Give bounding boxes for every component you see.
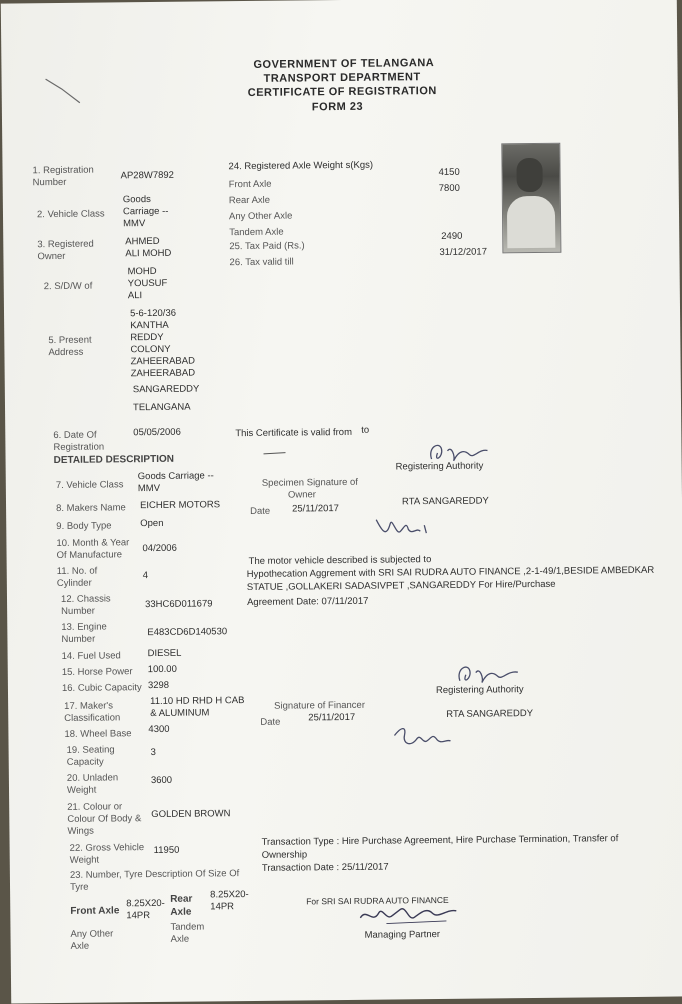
label-chassis: 12. Chassis <box>60 593 111 605</box>
value-horse-power: 100.00 <box>147 663 177 676</box>
label-rear-axle: Rear Axle <box>228 194 271 207</box>
label-front-axle: Front Axle <box>228 178 272 191</box>
transaction-type: Transaction Type : Hire Purchase Agreement, Hire Purchase Termination, Transfer of <box>261 833 619 848</box>
date-label-2: Date <box>260 716 281 728</box>
address-line: 5-6-120/36 <box>129 307 177 320</box>
date-value-2: 25/11/2017 <box>308 711 356 724</box>
label-colour-2: Colour Of Body & <box>67 813 142 825</box>
value-tax-paid: 2490 <box>441 230 463 242</box>
label-address-2: Address <box>48 346 84 359</box>
managing-partner-signature <box>356 899 466 928</box>
address-line: KANTHA <box>130 319 169 332</box>
label-vehicle-class-7: 7. Vehicle Class <box>55 479 124 492</box>
hypothecation-line-3: STATUE ,GOLLAKERI SADASIVPET ,SANGAREDDY For Hire/Purchase <box>246 578 556 594</box>
value-body-type: Open <box>140 517 164 530</box>
value-engine: E483CD6D140530 <box>147 626 228 639</box>
address-line: REDDY <box>130 331 164 344</box>
value-chassis: 33HC6D011679 <box>145 598 213 611</box>
photo-shirt <box>507 196 556 248</box>
label-date-of-registration: 6. Date Of <box>53 429 97 442</box>
value-registration-number: AP28W7892 <box>120 169 174 182</box>
label-other-axle-tyre: Any Other <box>70 928 114 940</box>
value-rear-axle-2: 14PR <box>210 901 235 913</box>
address-line: COLONY <box>130 343 171 356</box>
label-sdw: 2. S/D/W of <box>43 280 93 293</box>
dash-mark <box>261 449 291 459</box>
value-sdw-1: MOHD <box>127 265 157 278</box>
label-makers-name: 8. Makers Name <box>56 502 126 515</box>
label-manufacture: 10. Month & Year <box>56 537 130 550</box>
value-classification-2: & ALUMINUM <box>150 707 210 720</box>
specimen-signature-1: Specimen Signature of <box>261 476 358 489</box>
label-rear-axle-tyre: Rear <box>170 893 193 905</box>
axle-weights-title: 24. Registered Axle Weight s(Kgs) <box>228 159 374 173</box>
date-value-1: 25/11/2017 <box>292 503 339 515</box>
label-colour: 21. Colour or <box>67 801 123 813</box>
label-unladen: 20. Unladen <box>66 772 119 784</box>
header-certificate: CERTIFICATE OF REGISTRATION <box>247 85 437 99</box>
value-rear-axle: 7800 <box>438 182 460 194</box>
value-vehicle-class-2: Carriage -- <box>122 205 169 218</box>
label-seating: 19. Seating <box>66 744 115 756</box>
value-cylinders: 4 <box>142 570 149 582</box>
value-manufacture: 04/2006 <box>142 542 177 555</box>
label-owner: 3. Registered <box>37 238 94 251</box>
label-front-axle-tyre: Front Axle <box>70 905 120 917</box>
label-tax-paid: 25. Tax Paid (Rs.) <box>229 240 305 253</box>
label-registration-2: Number <box>32 176 67 189</box>
label-tyre: 23. Number, Tyre Description Of Size Of <box>69 868 240 881</box>
label-cubic-capacity: 16. Cubic Capacity <box>61 682 142 694</box>
value-cubic-capacity: 3298 <box>147 679 170 692</box>
label-other-axle: Any Other Axle <box>228 210 293 223</box>
value-classification-1: 11.10 HD RHD H CAB <box>150 695 245 708</box>
label-manufacture-2: Of Manufacture <box>56 549 123 562</box>
label-cylinders: 11. No. of <box>56 565 98 578</box>
value-front-axle-2: 14PR <box>126 910 151 922</box>
value-front-axle: 4150 <box>438 166 460 178</box>
label-chassis-2: Number <box>61 605 96 617</box>
label-tandem-axle-tyre-2: Axle <box>170 933 190 945</box>
stamp-for-line: For SRI SAI RUDRA AUTO FINANCE <box>306 894 449 907</box>
label-tandem-axle-tyre: Tandem <box>170 921 205 933</box>
address-line: ZAHEERABAD <box>130 367 196 380</box>
financer-signature <box>390 721 460 756</box>
label-wheel-base: 18. Wheel Base <box>64 728 132 740</box>
header-department: TRANSPORT DEPARTMENT <box>263 71 421 85</box>
date-label-1: Date <box>250 505 271 517</box>
label-unladen-2: Weight <box>66 784 97 796</box>
photo-face <box>516 158 542 192</box>
label-fuel: 14. Fuel Used <box>61 650 121 662</box>
certificate-paper <box>1 0 682 1004</box>
label-vehicle-class: 2. Vehicle Class <box>36 208 105 221</box>
value-front-axle-1: 8.25X20- <box>126 897 165 910</box>
label-tandem-axle: Tandem Axle <box>229 226 284 239</box>
value-wheel-base: 4300 <box>148 723 170 736</box>
hypothecation-line-2: Hypothecation Aggrement with SRI SAI RUDRA AUTO FINANCE ,2-1-49/1,BESIDE AMBEDKAR <box>246 564 655 581</box>
label-classification-2: Classification <box>64 712 121 724</box>
validity-text: This Certificate is valid from <box>235 426 353 440</box>
value-unladen: 3600 <box>150 774 173 787</box>
address-line: TELANGANA <box>132 401 191 414</box>
value-vehicle-class-3: MMV <box>123 218 146 230</box>
pen-mark <box>42 73 92 108</box>
label-gross: 22. Gross Vehicle <box>69 842 145 854</box>
office-2: RTA SANGAREDDY <box>446 708 534 720</box>
authority-title-1: Registering Authority <box>395 460 484 473</box>
label-tax-valid: 26. Tax valid till <box>229 256 294 269</box>
label-date-of-registration-2: Registration <box>53 441 105 454</box>
detailed-description-title: DETAILED DESCRIPTION <box>53 453 175 467</box>
value-vehicle-class-1: Goods <box>122 194 151 206</box>
value-gross: 11950 <box>153 844 180 857</box>
label-classification: 17. Maker's <box>64 700 114 712</box>
value-rear-axle-1: 8.25X20- <box>210 889 249 901</box>
value-vehicle-class-7-2: MMV <box>137 482 161 495</box>
value-seating: 3 <box>150 746 156 759</box>
owner-signature <box>372 509 442 544</box>
label-registration: 1. Registration <box>32 164 94 177</box>
transaction-date: Transaction Date : 25/11/2017 <box>261 861 389 874</box>
value-owner-2: ALI MOHD <box>125 247 172 260</box>
value-sdw-2: YOUSUF <box>127 277 168 290</box>
hypothecation-line-1: The motor vehicle described is subjected to <box>248 554 432 568</box>
specimen-signature-2: Owner <box>287 489 316 501</box>
owner-photo <box>501 143 561 254</box>
value-vehicle-class-7-1: Goods Carriage -- <box>137 470 214 483</box>
address-line: SANGAREDDY <box>132 383 200 396</box>
financer-signature-label: Signature of Financer <box>274 699 366 712</box>
transaction-ownership: Ownership <box>261 849 308 861</box>
label-owner-2: Owner <box>37 250 66 263</box>
header-form: FORM 23 <box>311 100 364 114</box>
label-body-type: 9. Body Type <box>56 520 112 533</box>
hypothecation-date: Agreement Date: 07/11/2017 <box>247 595 369 609</box>
validity-to: to <box>361 424 370 436</box>
label-rear-axle-tyre-2: Axle <box>170 906 192 918</box>
value-makers-name: EICHER MOTORS <box>139 499 221 512</box>
label-horse-power: 15. Horse Power <box>61 666 133 678</box>
value-tax-valid: 31/12/2017 <box>439 246 488 258</box>
label-gross-2: Weight <box>69 854 100 866</box>
label-engine: 13. Engine <box>61 621 107 633</box>
address-line: ZAHEERABAD <box>130 355 196 368</box>
header-government: GOVERNMENT OF TELANGANA <box>253 57 435 71</box>
label-cylinders-2: Cylinder <box>56 577 92 590</box>
value-fuel: DIESEL <box>147 647 182 660</box>
value-owner-1: AHMED <box>125 235 160 248</box>
authority-title-2: Registering Authority <box>435 684 524 697</box>
label-other-axle-tyre-2: Axle <box>70 940 90 952</box>
label-address: 5. Present <box>48 334 92 347</box>
managing-partner: Managing Partner <box>364 929 441 941</box>
value-colour: GOLDEN BROWN <box>151 808 231 821</box>
value-date-of-registration: 05/05/2006 <box>133 426 181 439</box>
office-1: RTA SANGAREDDY <box>401 495 489 508</box>
label-engine-2: Number <box>61 633 96 645</box>
label-tyre-2: Tyre <box>69 881 89 893</box>
value-sdw-3: ALI <box>127 290 143 302</box>
label-seating-2: Capacity <box>66 756 104 768</box>
label-colour-3: Wings <box>67 825 94 837</box>
